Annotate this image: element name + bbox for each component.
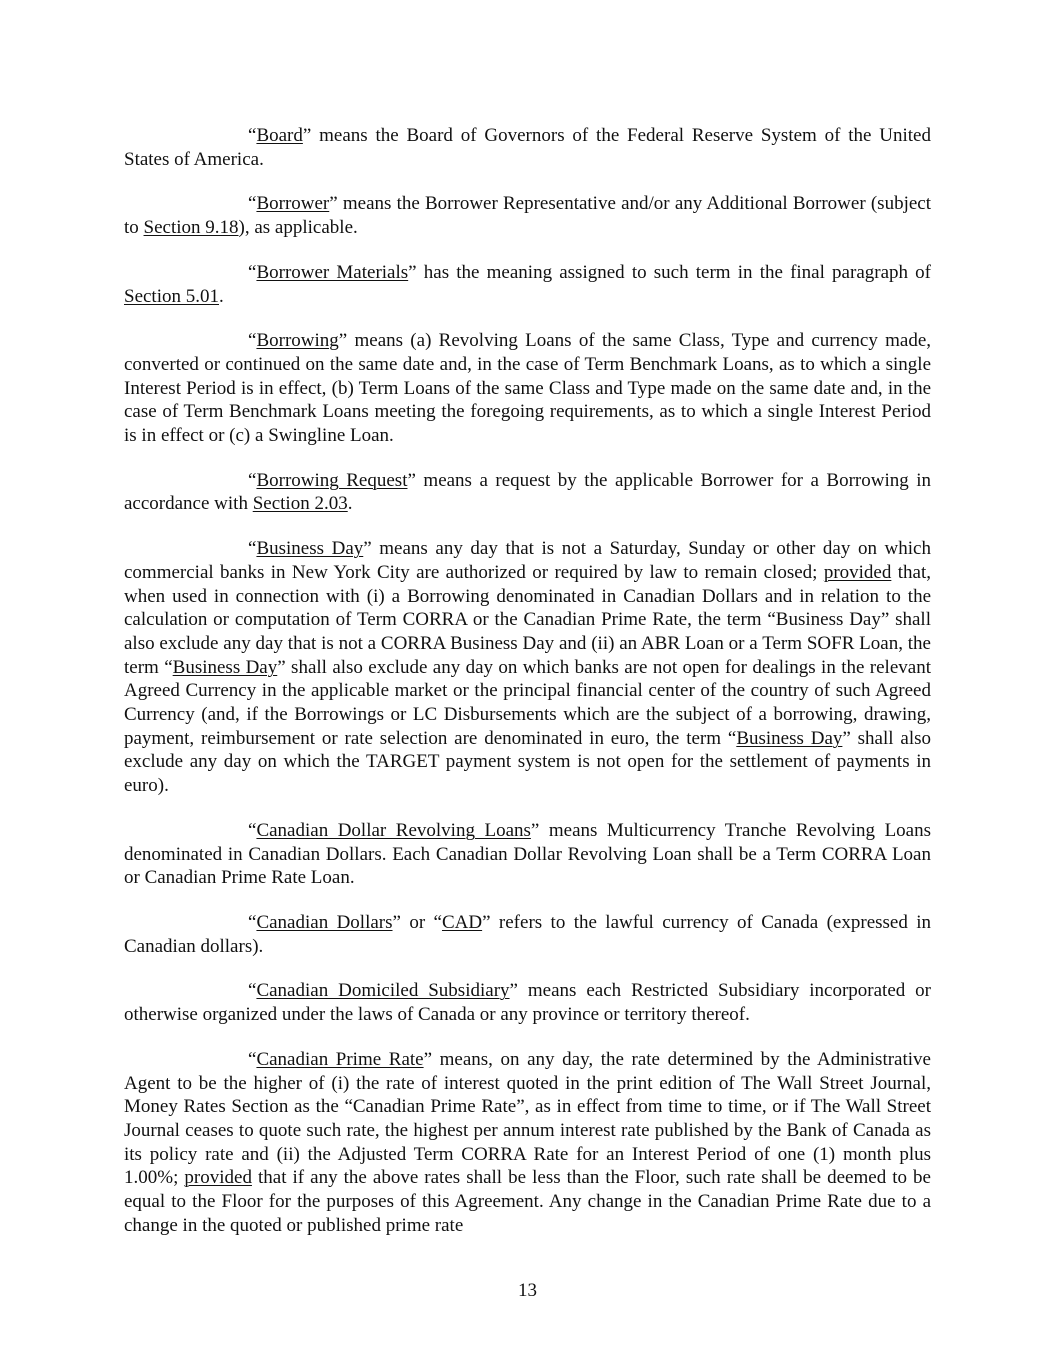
definition-borrowing bbox=[124, 329, 931, 448]
definition-borrower bbox=[124, 192, 931, 239]
section-reference-link[interactable]: Section 2.03 bbox=[252, 493, 348, 515]
defined-term: Borrower Materials bbox=[256, 261, 409, 283]
definition-text: ” refers to the lawful currency of Canada (expressed in Canadian dollars). bbox=[124, 911, 932, 957]
section-reference-link[interactable]: Section 5.01 bbox=[124, 285, 219, 307]
definition-canadian-dollar-revolving-loans bbox=[124, 819, 931, 890]
definition-board bbox=[124, 124, 931, 171]
definition-text: ” or “ bbox=[392, 911, 442, 933]
defined-term: Business Day bbox=[256, 538, 364, 560]
defined-term: CAD bbox=[441, 911, 483, 933]
definition-text: ” means the Board of Governors of the Federal Reserve System of the United States of America. bbox=[124, 125, 931, 170]
definition-text: . bbox=[219, 285, 224, 307]
definition-text: ” means any day that is not a Saturday, Sunday or other day on which commercial banks in New York City are authorized or required by law to remain closed; bbox=[124, 538, 931, 583]
defined-term: Board bbox=[256, 125, 303, 146]
defined-term: provided bbox=[184, 1167, 252, 1189]
definition-canadian-dollars bbox=[124, 911, 931, 958]
defined-term: Borrower bbox=[256, 193, 330, 215]
definition-text: that, when used in connection with (i) a Borrowing denominated in Canadian Dollars and in relation to the calculation or computation of Term CORRA or the Canadian Prime Rate, the term “Business Day” shall also exclude any day that is not a CORRA Business Day and (ii) an ABR Loan or a Term SOFR Loan, the term “ bbox=[124, 561, 931, 678]
definition-text: ” shall also exclude any day on which banks are not open for dealings in the relevant Agreed Currency in the applicable market or the principal financial center of the country of such Agreed Currency (and, if the Borrowings or LC Disbursements which are the subject of a borrowing, drawing, payment, reimbursement or rate selection are denominated in euro, the term “ bbox=[124, 656, 931, 749]
defined-term: Canadian Dollars bbox=[256, 911, 393, 933]
definition-text: “ bbox=[248, 193, 257, 215]
defined-term: Borrowing Request bbox=[256, 469, 408, 491]
definition-text: “ bbox=[248, 125, 257, 146]
definition-canadian-domiciled-subsidiary bbox=[124, 979, 931, 1026]
definition-text: “ bbox=[248, 330, 257, 352]
defined-term: Business Day bbox=[736, 727, 843, 749]
definition-borrower-materials bbox=[124, 261, 931, 308]
document-page bbox=[124, 124, 931, 1237]
definition-borrowing-request bbox=[124, 469, 931, 516]
definition-text: ), as applicable. bbox=[238, 217, 358, 239]
definition-text: ” means Multicurrency Tranche Revolving Loans denominated in Canadian Dollars. Each Canadian Dollar Revolving Loan shall be a Term CORRA Loan or Canadian Prime Rate Loan. bbox=[124, 819, 931, 889]
definition-text: ” means a request by the applicable Borrower for a Borrowing in accordance with bbox=[124, 469, 931, 515]
defined-term: Canadian Dollar Revolving Loans bbox=[256, 819, 531, 841]
definition-text: ” means each Restricted Subsidiary incorporated or otherwise organized under the laws of Canada or any province or territory thereof. bbox=[124, 980, 932, 1026]
defined-term: Canadian Domiciled Subsidiary bbox=[256, 980, 510, 1002]
definition-text: “ bbox=[248, 819, 257, 841]
definition-text: ” means the Borrower Representative and/or any Additional Borrower (subject to bbox=[124, 193, 931, 239]
definition-text: “ bbox=[248, 911, 257, 933]
definition-text: “ bbox=[248, 538, 257, 560]
definition-text: “ bbox=[248, 469, 257, 491]
definition-text: ” has the meaning assigned to such term in the final paragraph of bbox=[408, 261, 932, 283]
definition-text: ” means (a) Revolving Loans of the same Class, Type and currency made, converted or continued on the same date and, in the case of Term Benchmark Loans, as to which a single Interest Period is in effect, (b) Term Loans of the same Class and Type made on the same date and, in the case of Term Benchmark Loans meeting the foregoing requirements, as to which a single Interest Period is in effect or (c) a Swingline Loan. bbox=[124, 330, 931, 447]
definition-text: ” means, on any day, the rate determined by the Administrative Agent to be the higher of (i) the rate of interest quoted in the print edition of The Wall Street Journal, Money Rates Section as the “Canadian Prime Rate”, as in effect from time to time, or if The Wall Street Journal ceases to quote such rate, the highest per annum interest rate published by the Bank of Canada as its policy rate and (ii) the Adjusted Term CORRA Rate for an Interest Period of one (1) month plus 1.00%; bbox=[124, 1048, 931, 1189]
definition-canadian-prime-rate bbox=[124, 1048, 931, 1238]
section-reference-link[interactable]: Section 9.18 bbox=[143, 217, 239, 239]
defined-term: Borrowing bbox=[256, 330, 339, 352]
definition-text: ” shall also exclude any day on which the TARGET payment system is not open for the settlement of payments in euro). bbox=[124, 727, 931, 797]
definition-text: “ bbox=[248, 1048, 257, 1070]
defined-term: provided bbox=[823, 561, 892, 583]
definition-text: . bbox=[347, 493, 353, 515]
defined-term: Canadian Prime Rate bbox=[256, 1048, 424, 1070]
page-number: 13 bbox=[518, 1280, 537, 1301]
definition-business-day bbox=[124, 537, 931, 798]
defined-term: Business Day bbox=[172, 656, 278, 678]
definition-text: “ bbox=[248, 980, 257, 1002]
definition-text: “ bbox=[248, 261, 257, 283]
definition-text: that if any the above rates shall be less than the Floor, such rate shall be deemed to be equal to the Floor for the purposes of this Agreement. Any change in the Canadian Prime Rate due to a change in the quoted or published prime rate bbox=[124, 1167, 931, 1236]
